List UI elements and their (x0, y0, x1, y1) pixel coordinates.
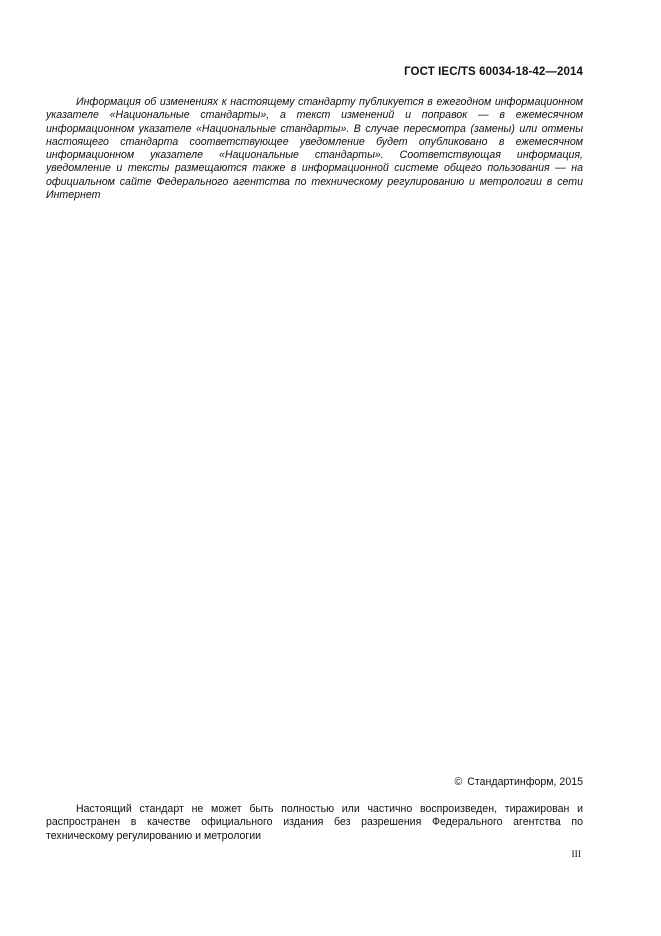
copyright-line (454, 776, 583, 788)
reproduction-rights-paragraph: Настоящий стандарт не может быть полностью или частично воспроизведен, тиражирован и распространен в качестве официального издания без разрешения Федерального агентства по техническому регулированию и метрологии (46, 803, 583, 842)
copyright-holder: Стандартинформ, 2015 (467, 776, 583, 788)
copyright-symbol: © (454, 776, 463, 788)
standard-code-header: ГОСТ IEC/TS 60034-18-42—2014 (404, 66, 583, 78)
amendments-notice-paragraph: Информация об изменениях к настоящему стандарту публикуется в ежегодном информационном указателе «Национальные стандарты», а текст изменений и поправок — в ежемесячном информационном указателе «Национальные стандарты». В случае пересмотра (замены) или отмены настоящего стандарта соответствующее уведомление будет опубликовано в ежемесячном информационном указателе «Национальные стандарты». Соответствующая информация, уведомление и тексты размещаются также в информационной системе общего пользования — на официальном сайте Федерального агентства по техническому регулированию и метрологии в сети Интернет (46, 96, 583, 202)
page-number: III (571, 850, 581, 860)
